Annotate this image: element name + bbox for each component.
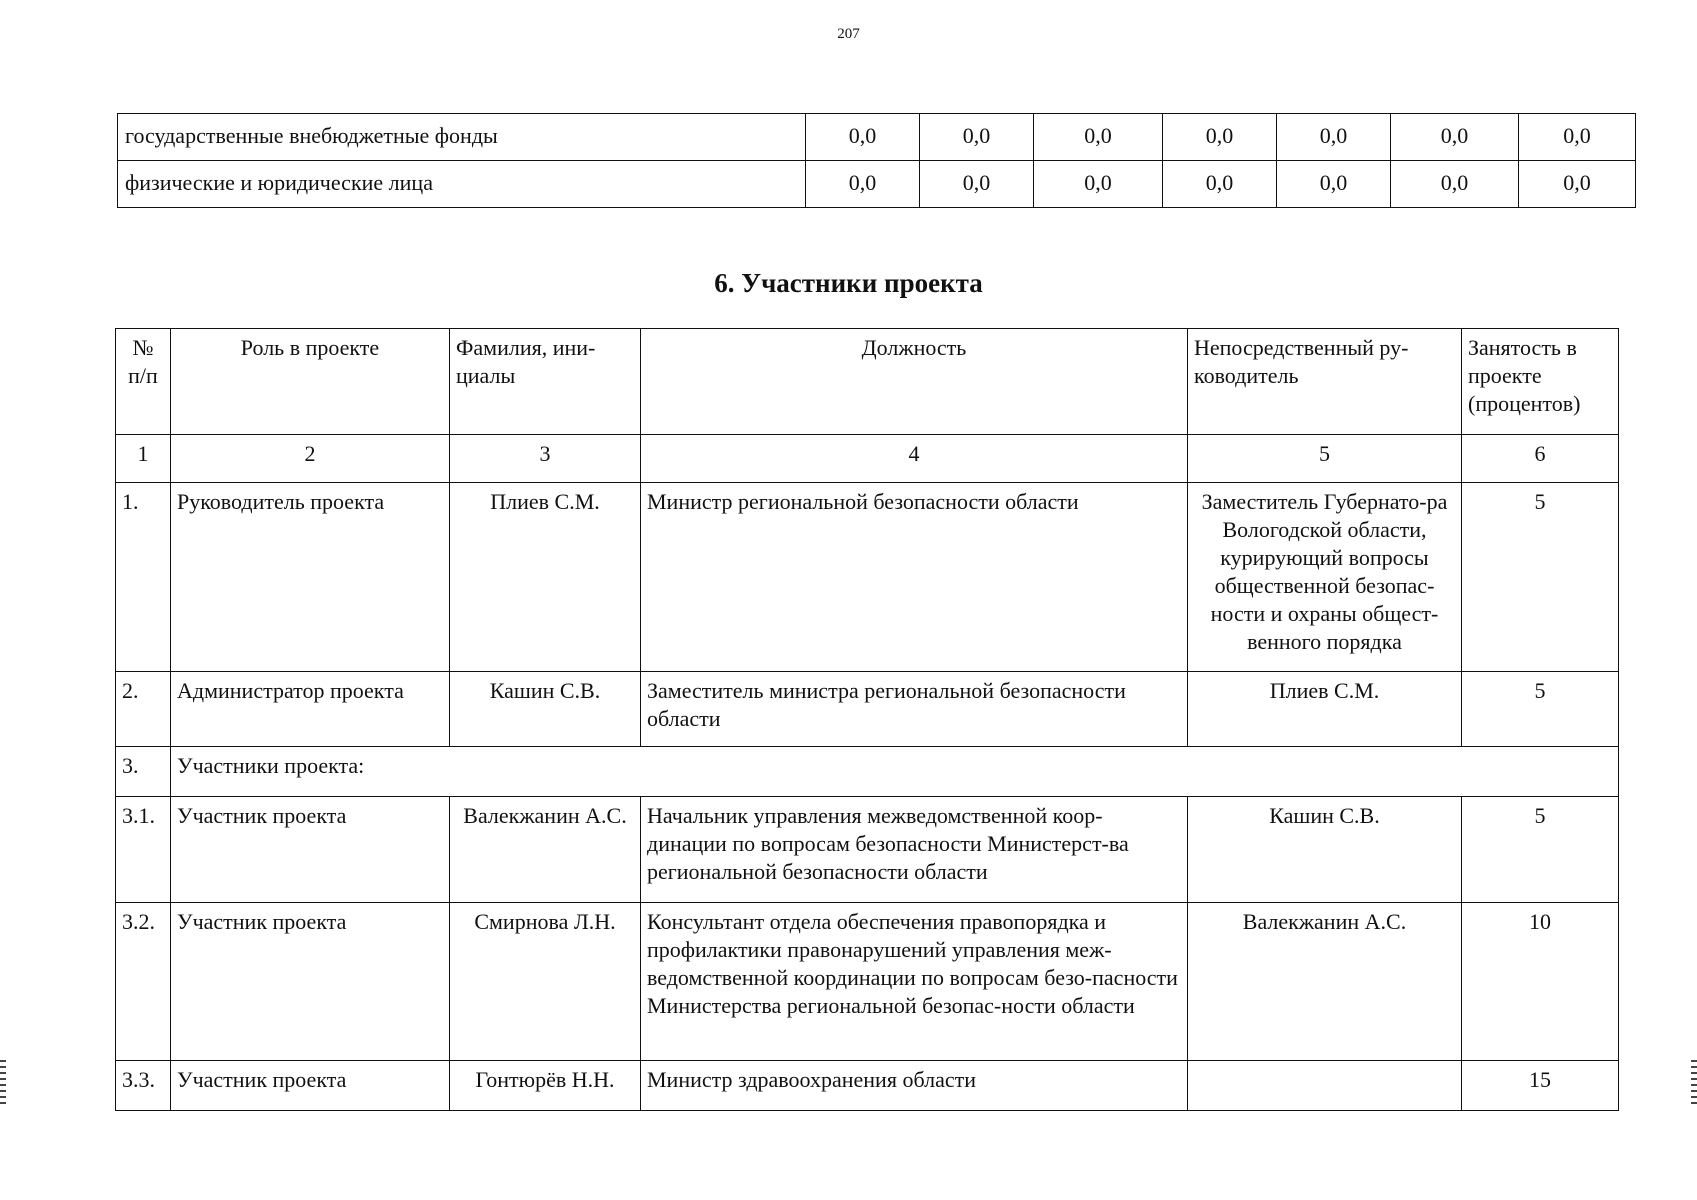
scan-edge-mark (1691, 1060, 1697, 1104)
row-name: Кашин С.В. (450, 672, 641, 747)
table-row (116, 672, 1619, 747)
table-row (116, 903, 1619, 1061)
row-number: 3.1. (116, 797, 171, 903)
row-role: Участник проекта (171, 1061, 450, 1111)
funding-row (118, 114, 1636, 161)
row-load: 5 (1462, 672, 1619, 747)
funding-value: 0,0 (1391, 161, 1519, 208)
row-number: 3. (116, 747, 171, 797)
funding-row (118, 161, 1636, 208)
scan-edge-mark (0, 1060, 6, 1104)
group-row (116, 747, 1619, 797)
header-role: Роль в проекте (171, 329, 450, 435)
participants-table (115, 328, 1619, 1111)
group-label: Участники проекта: (171, 747, 1619, 797)
funding-value: 0,0 (806, 161, 920, 208)
row-role: Участник проекта (171, 797, 450, 903)
funding-row-label: физические и юридические лица (118, 161, 806, 208)
table-row (116, 483, 1619, 672)
table-row (116, 797, 1619, 903)
funding-table (117, 113, 1636, 208)
row-supervisor: Валекжанин А.С. (1188, 903, 1462, 1061)
header-row (116, 329, 1619, 435)
row-role: Руководитель проекта (171, 483, 450, 672)
funding-value: 0,0 (920, 114, 1034, 161)
page-number: 207 (837, 26, 860, 42)
funding-value: 0,0 (1277, 161, 1391, 208)
table-row (116, 1061, 1619, 1111)
row-name: Валекжанин А.С. (450, 797, 641, 903)
row-number: 3.2. (116, 903, 171, 1061)
row-load: 5 (1462, 483, 1619, 672)
row-role: Участник проекта (171, 903, 450, 1061)
funding-value: 0,0 (806, 114, 920, 161)
column-number: 4 (641, 435, 1188, 483)
column-number: 3 (450, 435, 641, 483)
header-number: № п/п (116, 329, 171, 435)
row-position: Заместитель министра региональной безопасности области (641, 672, 1188, 747)
row-position: Начальник управления межведомственной коор-динации по вопросам безопасности Министерст-ва региональной безопасности области (641, 797, 1188, 903)
funding-value: 0,0 (1034, 114, 1163, 161)
funding-value: 0,0 (1034, 161, 1163, 208)
row-number: 3.3. (116, 1061, 171, 1111)
row-supervisor: Заместитель Губернато-ра Вологодской области, курирующий вопросы общественной безопас-ности и охраны общест-венного порядка (1188, 483, 1462, 672)
funding-row-label: государственные внебюджетные фонды (118, 114, 806, 161)
funding-value: 0,0 (1519, 161, 1636, 208)
header-supervisor: Непосредственный ру-ководитель (1188, 329, 1462, 435)
header-name: Фамилия, ини-циалы (450, 329, 641, 435)
row-position: Консультант отдела обеспечения правопорядка и профилактики правонарушений управления меж-ведомственной координации по вопросам безо-пасности Министерства региональной безопас-ности области (641, 903, 1188, 1061)
row-role: Администратор проекта (171, 672, 450, 747)
column-number: 2 (171, 435, 450, 483)
row-name: Плиев С.М. (450, 483, 641, 672)
row-number: 2. (116, 672, 171, 747)
row-name: Смирнова Л.Н. (450, 903, 641, 1061)
header-position: Должность (641, 329, 1188, 435)
column-number: 1 (116, 435, 171, 483)
funding-value: 0,0 (1163, 161, 1277, 208)
header-load: Занятость в проекте (процентов) (1462, 329, 1619, 435)
row-supervisor: Плиев С.М. (1188, 672, 1462, 747)
row-load: 15 (1462, 1061, 1619, 1111)
section-title: 6. Участники проекта (714, 268, 983, 298)
row-load: 10 (1462, 903, 1619, 1061)
column-number: 5 (1188, 435, 1462, 483)
funding-value: 0,0 (1391, 114, 1519, 161)
row-supervisor: Кашин С.В. (1188, 797, 1462, 903)
row-number: 1. (116, 483, 171, 672)
column-number: 6 (1462, 435, 1619, 483)
row-supervisor (1188, 1061, 1462, 1111)
row-position: Министр здравоохранения области (641, 1061, 1188, 1111)
funding-value: 0,0 (1163, 114, 1277, 161)
column-number-row (116, 435, 1619, 483)
funding-value: 0,0 (920, 161, 1034, 208)
funding-value: 0,0 (1277, 114, 1391, 161)
funding-value: 0,0 (1519, 114, 1636, 161)
row-load: 5 (1462, 797, 1619, 903)
row-name: Гонтюрёв Н.Н. (450, 1061, 641, 1111)
row-position: Министр региональной безопасности области (641, 483, 1188, 672)
